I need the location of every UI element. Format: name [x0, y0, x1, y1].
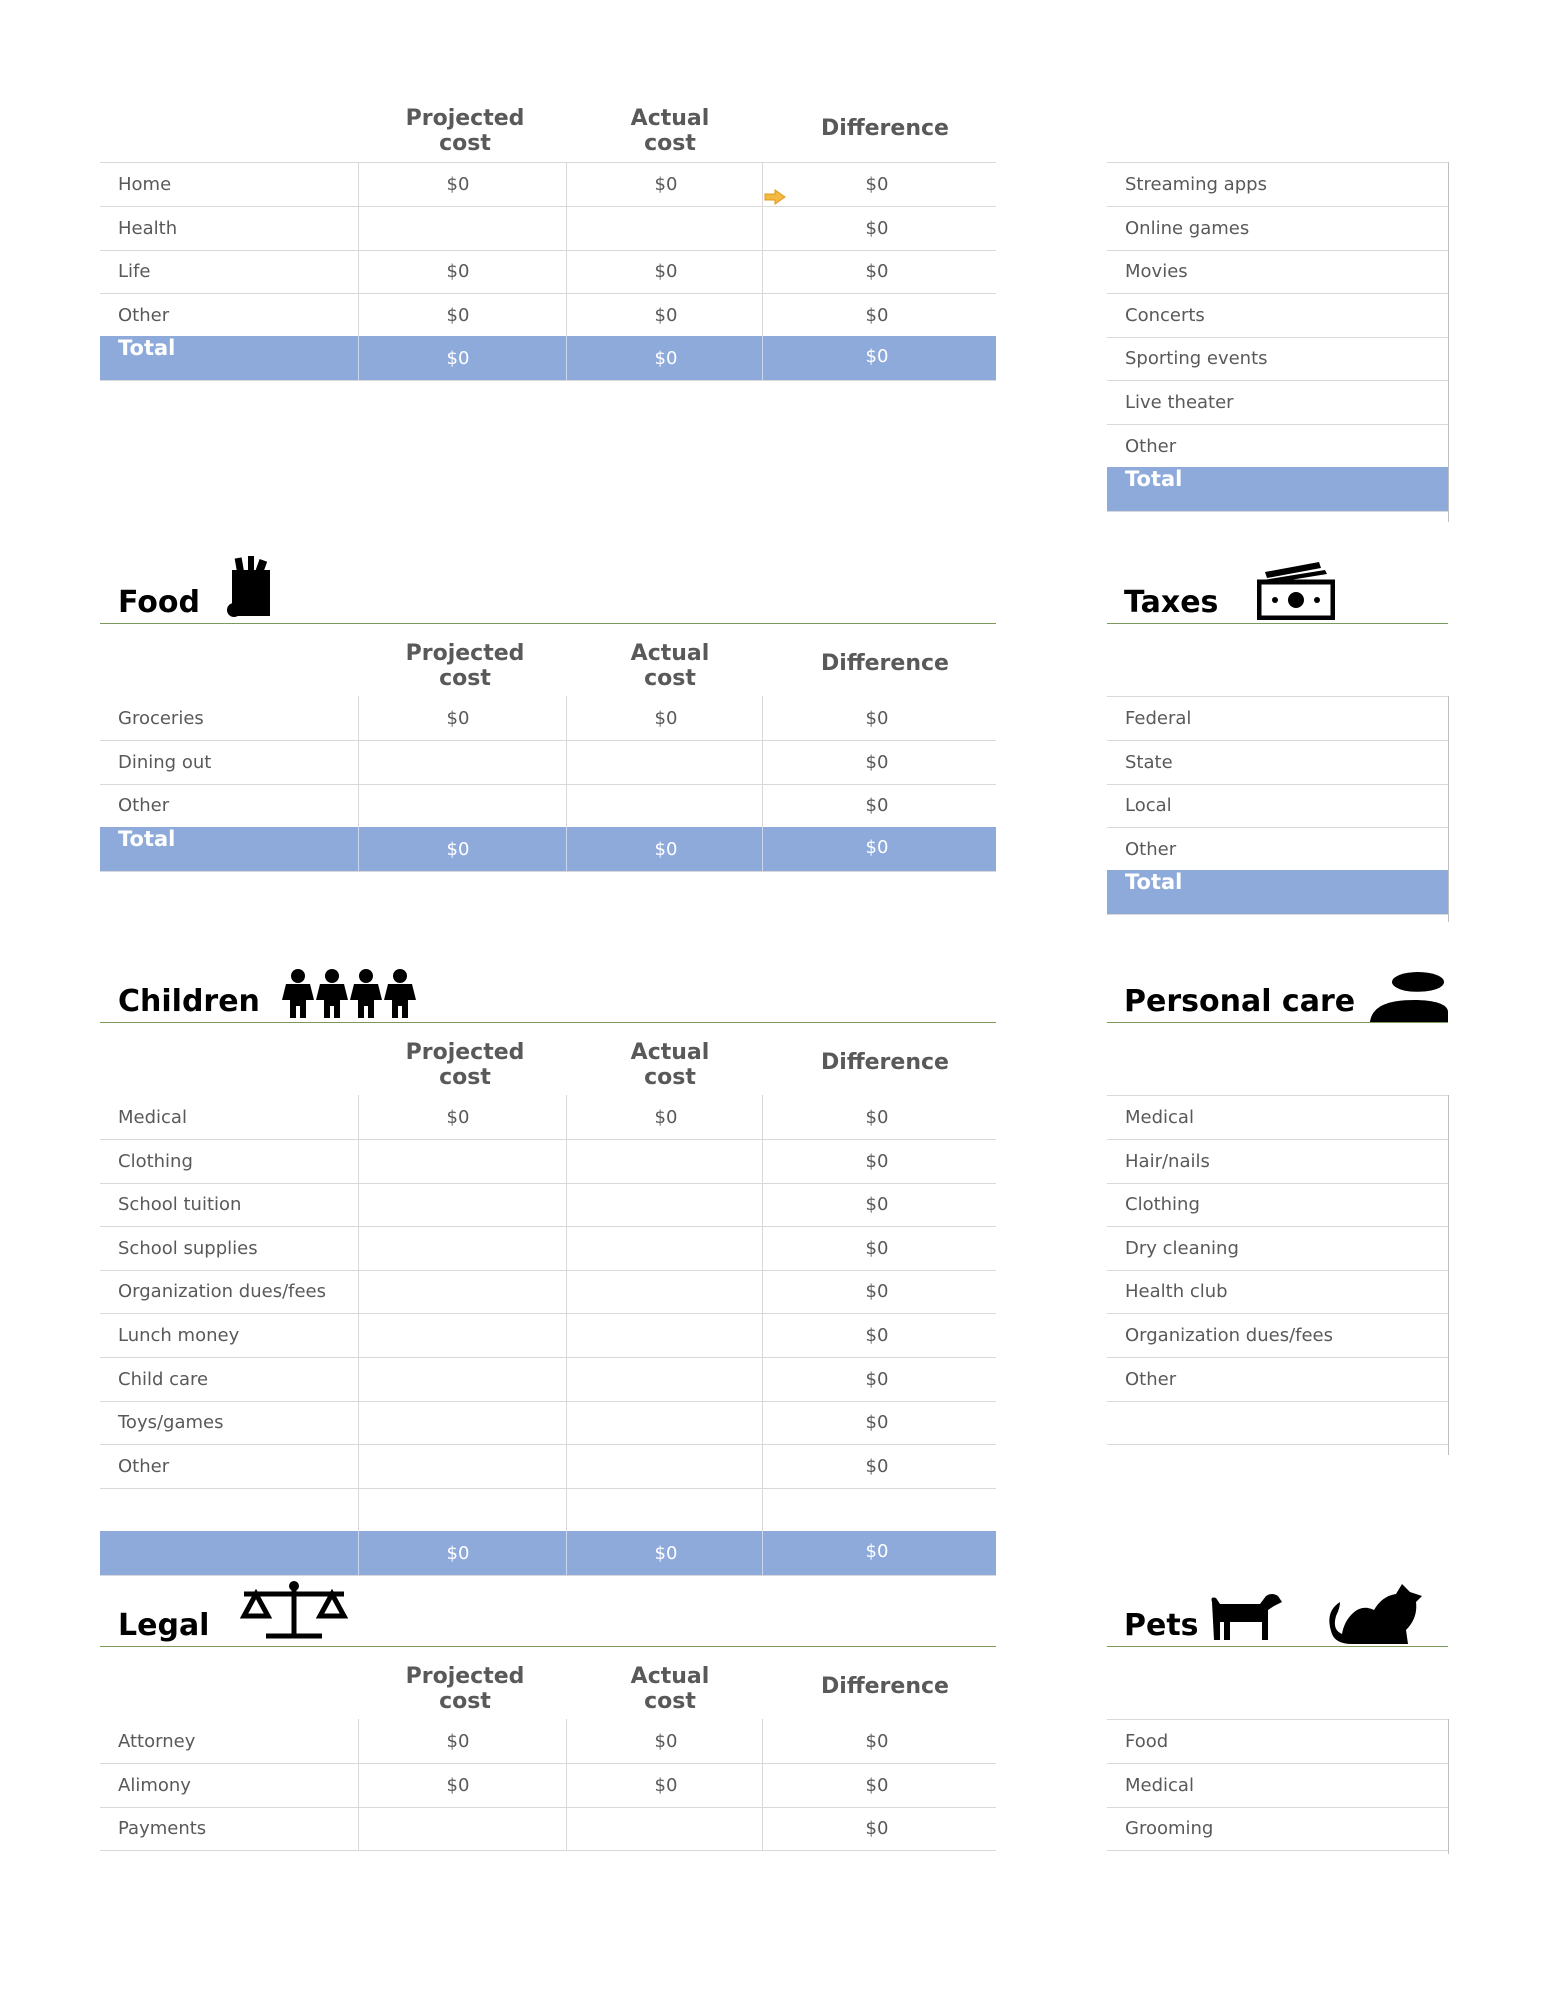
summary-cell-difference[interactable]: $0: [865, 304, 889, 326]
children-row: [100, 1095, 996, 1140]
food-total-difference: $0: [865, 836, 889, 858]
summary-cell-difference[interactable]: $0: [865, 217, 889, 239]
children-row: [100, 1357, 996, 1402]
children-col-actual: Actual cost: [630, 1040, 710, 1090]
summary-row-label: Life: [118, 261, 151, 283]
legal-cell-difference[interactable]: $0: [865, 1731, 889, 1752]
taxes-row-label: Local: [1125, 795, 1172, 817]
taxes-row-label: Other: [1125, 838, 1177, 860]
personal-care-row[interactable]: [1107, 1269, 1448, 1314]
taxes-row[interactable]: [1107, 696, 1448, 741]
food-row-label: Dining out: [118, 751, 212, 773]
pets-row[interactable]: [1107, 1719, 1448, 1764]
food-total-projected: $0: [446, 838, 470, 860]
entertainment-row-label: Live theater: [1125, 392, 1234, 413]
legal-row: [100, 1719, 996, 1764]
legal-row: [100, 1806, 996, 1851]
children-row-label: Lunch money: [118, 1325, 240, 1346]
food-total-label: Total: [118, 826, 176, 851]
personal-care-row-label: Other: [1125, 1368, 1177, 1390]
children-total-row: [100, 1531, 996, 1576]
children-row: [100, 1444, 996, 1489]
children-total-actual: $0: [654, 1543, 678, 1564]
taxes-row[interactable]: [1107, 783, 1448, 828]
children-cell-difference[interactable]: $0: [865, 1150, 889, 1172]
entertainment-row[interactable]: [1107, 206, 1448, 251]
personal-care-row-label: Health club: [1125, 1281, 1228, 1303]
entertainment-row-label: Online games: [1125, 217, 1250, 239]
food-col-actual: Actual cost: [630, 641, 710, 691]
entertainment-row[interactable]: [1107, 293, 1448, 338]
children-cell-difference[interactable]: $0: [865, 1368, 889, 1390]
food-cell-difference[interactable]: $0: [865, 751, 889, 773]
food-row: [100, 696, 996, 741]
entertainment-row-label: Concerts: [1125, 304, 1205, 326]
legal-cell-projected[interactable]: $0: [446, 1731, 470, 1752]
summary-cell-projected[interactable]: $0: [446, 261, 470, 283]
legal-cell-actual[interactable]: $0: [654, 1731, 678, 1752]
children-cell-difference[interactable]: $0: [865, 1412, 889, 1434]
children-icon: [280, 968, 420, 1022]
col-header-projected: Projected cost: [405, 106, 525, 156]
personal-care-row-label: Hair/nails: [1125, 1150, 1210, 1172]
children-cell-difference[interactable]: $0: [865, 1325, 889, 1346]
taxes-total-row: [1107, 870, 1448, 915]
children-row-label: Other: [118, 1455, 170, 1477]
food-title: Food: [118, 585, 200, 620]
legal-cell-difference[interactable]: $0: [865, 1818, 889, 1840]
summary-row-label: Home: [118, 174, 172, 195]
taxes-total-label: Total: [1125, 870, 1183, 895]
food-col-difference: Difference: [821, 651, 949, 676]
children-row-label: Organization dues/fees: [118, 1281, 327, 1303]
children-total-projected: $0: [446, 1543, 470, 1564]
children-cell-actual[interactable]: $0: [654, 1107, 678, 1128]
pets-row[interactable]: [1107, 1806, 1448, 1851]
pets-row[interactable]: [1107, 1763, 1448, 1808]
taxes-title: Taxes: [1124, 585, 1219, 620]
legal-col-actual: Actual cost: [630, 1664, 710, 1714]
children-row: [100, 1269, 996, 1314]
food-total-row: [100, 827, 996, 872]
children-cell-difference[interactable]: $0: [865, 1194, 889, 1216]
legal-cell-actual[interactable]: $0: [654, 1774, 678, 1796]
summary-cell-actual[interactable]: $0: [654, 174, 678, 195]
children-row: [100, 1226, 996, 1271]
children-row: [100, 1400, 996, 1445]
summary-row-label: Health: [118, 217, 178, 239]
legal-col-difference: Difference: [821, 1674, 949, 1699]
summary-row-label: Other: [118, 304, 170, 326]
entertainment-row-label: Movies: [1125, 261, 1188, 283]
legal-col-projected: Projected cost: [405, 1664, 525, 1714]
entertainment-row[interactable]: [1107, 249, 1448, 294]
children-row: [100, 1487, 996, 1532]
entertainment-row[interactable]: [1107, 380, 1448, 425]
children-total-difference: $0: [865, 1541, 889, 1562]
summary-total-actual: $0: [654, 348, 678, 370]
personal-care-row[interactable]: [1107, 1313, 1448, 1358]
personal-care-row[interactable]: [1107, 1139, 1448, 1184]
summary-total-projected: $0: [446, 348, 470, 370]
children-col-projected: Projected cost: [405, 1040, 525, 1090]
summary-total-label: Total: [118, 336, 176, 361]
children-row: [100, 1182, 996, 1227]
entertainment-total-row: [1107, 467, 1448, 512]
summary-cell-projected[interactable]: $0: [446, 304, 470, 326]
children-row-label: Toys/games: [118, 1412, 224, 1434]
grocery-bag-icon: [224, 552, 276, 622]
arrow-right-icon: [764, 189, 786, 209]
summary-cell-difference[interactable]: $0: [865, 174, 889, 195]
pets-row-label: Medical: [1125, 1774, 1194, 1796]
children-cell-projected[interactable]: $0: [446, 1107, 470, 1128]
personal-care-row[interactable]: [1107, 1357, 1448, 1402]
food-row-label: Groceries: [118, 708, 204, 729]
food-cell-difference[interactable]: $0: [865, 708, 889, 729]
legal-row-label: Attorney: [118, 1731, 196, 1752]
entertainment-row-label: Sporting events: [1125, 348, 1268, 370]
children-cell-difference[interactable]: $0: [865, 1237, 889, 1259]
legal-row-label: Alimony: [118, 1774, 191, 1796]
food-col-projected: Projected cost: [405, 641, 525, 691]
children-cell-difference[interactable]: $0: [865, 1107, 889, 1128]
personal-care-title: Personal care: [1124, 984, 1356, 1019]
summary-row: [100, 293, 996, 338]
children-row: [100, 1313, 996, 1358]
food-cell-difference[interactable]: $0: [865, 795, 889, 817]
entertainment-total-label: Total: [1125, 467, 1183, 492]
food-cell-actual[interactable]: $0: [654, 708, 678, 729]
summary-row: [100, 162, 996, 207]
legal-row-label: Payments: [118, 1818, 207, 1840]
taxes-row[interactable]: [1107, 740, 1448, 785]
cat-icon: [1322, 1582, 1426, 1650]
pets-title: Pets: [1124, 1608, 1199, 1643]
food-row-label: Other: [118, 795, 170, 817]
legal-cell-projected[interactable]: $0: [446, 1774, 470, 1796]
children-row-label: Medical: [118, 1107, 187, 1128]
money-icon: [1257, 558, 1335, 624]
personal-care-row-label: Dry cleaning: [1125, 1237, 1239, 1259]
summary-total-difference: $0: [865, 346, 889, 368]
children-row: [100, 1139, 996, 1184]
summary-total-row: [100, 336, 996, 381]
scales-icon: [238, 1580, 350, 1644]
food-cell-projected[interactable]: $0: [446, 708, 470, 729]
summary-row: [100, 249, 996, 294]
children-title: Children: [118, 984, 260, 1019]
children-row-label: Clothing: [118, 1150, 193, 1172]
personal-care-row-label: Medical: [1125, 1107, 1194, 1128]
personal-care-row-label: Clothing: [1125, 1194, 1200, 1216]
legal-title: Legal: [118, 1608, 210, 1643]
personal-care-row[interactable]: [1107, 1095, 1448, 1140]
summary-cell-difference[interactable]: $0: [865, 261, 889, 283]
children-row-label: School supplies: [118, 1237, 258, 1259]
summary-cell-projected[interactable]: $0: [446, 174, 470, 195]
pets-row-label: Grooming: [1125, 1818, 1214, 1840]
taxes-row[interactable]: [1107, 827, 1448, 872]
entertainment-row-label: Streaming apps: [1125, 174, 1267, 195]
personal-care-row[interactable]: [1107, 1400, 1448, 1445]
entertainment-row[interactable]: [1107, 336, 1448, 381]
children-col-difference: Difference: [821, 1050, 949, 1075]
pets-row-label: Food: [1125, 1731, 1169, 1752]
legal-cell-difference[interactable]: $0: [865, 1774, 889, 1796]
personal-care-row[interactable]: [1107, 1226, 1448, 1271]
summary-cell-actual[interactable]: $0: [654, 261, 678, 283]
taxes-row-label: Federal: [1125, 708, 1192, 729]
summary-cell-actual[interactable]: $0: [654, 304, 678, 326]
entertainment-row[interactable]: [1107, 162, 1448, 207]
entertainment-row[interactable]: [1107, 424, 1448, 469]
food-row: [100, 783, 996, 828]
legal-row: [100, 1763, 996, 1808]
food-total-actual: $0: [654, 838, 678, 860]
taxes-row-label: State: [1125, 751, 1173, 773]
summary-row: [100, 206, 996, 251]
entertainment-row-label: Other: [1125, 435, 1177, 457]
dog-icon: [1208, 1592, 1284, 1646]
children-row-label: School tuition: [118, 1194, 242, 1216]
children-cell-difference[interactable]: $0: [865, 1281, 889, 1303]
children-row-label: Child care: [118, 1368, 209, 1390]
col-header-actual: Actual cost: [630, 106, 710, 156]
col-header-difference: Difference: [821, 116, 949, 141]
personal-care-row[interactable]: [1107, 1182, 1448, 1227]
food-row: [100, 740, 996, 785]
children-cell-difference[interactable]: $0: [865, 1455, 889, 1477]
stones-icon: [1368, 970, 1450, 1028]
personal-care-row-label: Organization dues/fees: [1125, 1325, 1334, 1346]
